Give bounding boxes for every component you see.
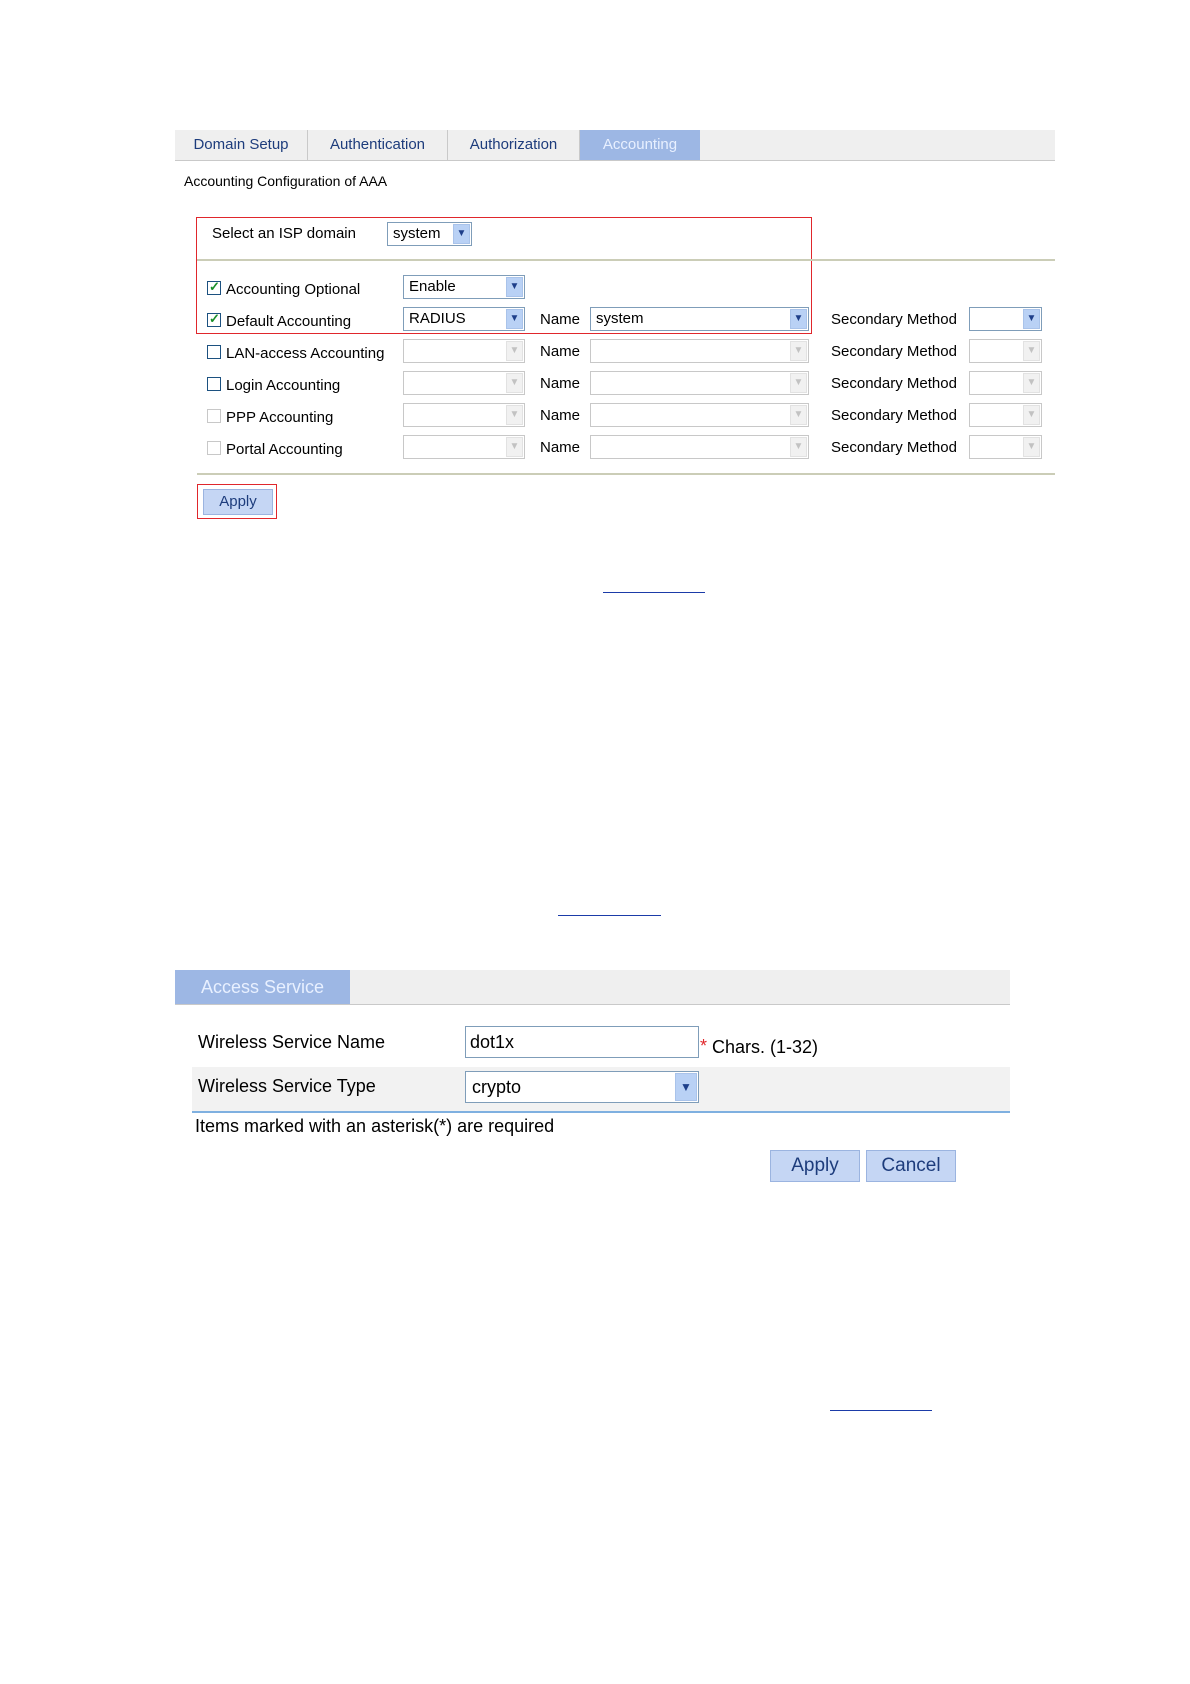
tab-accounting[interactable]: Accounting: [580, 130, 700, 160]
portal-accounting-name-select[interactable]: [590, 435, 809, 459]
lan-access-accounting-name-label: Name: [540, 343, 581, 360]
portal-accounting-secondary-select[interactable]: [969, 435, 1042, 459]
accounting-optional-value: Enable: [409, 278, 456, 295]
service-type-label: Wireless Service Type: [198, 1076, 376, 1096]
lan-access-accounting-label: LAN-access Accounting: [226, 345, 385, 362]
login-accounting-secondary-label: Secondary Method: [831, 375, 957, 392]
tab-bar: [175, 130, 1055, 161]
chevron-down-icon: ▼: [675, 1073, 697, 1101]
isp-domain-value: system: [393, 225, 441, 242]
link-underline: [830, 1410, 932, 1411]
ppp-accounting-method-select[interactable]: [403, 403, 525, 427]
lan-access-accounting-name-select[interactable]: [590, 339, 809, 363]
accounting-optional-checkbox[interactable]: [207, 281, 221, 295]
default-accounting-name-value: system: [596, 310, 644, 327]
chevron-down-icon: ▼: [506, 341, 523, 361]
default-accounting-secondary-label: Secondary Method: [831, 311, 957, 328]
login-accounting-checkbox[interactable]: [207, 377, 221, 391]
apply-button[interactable]: Apply: [770, 1150, 860, 1182]
tab-domain-setup[interactable]: Domain Setup: [175, 130, 308, 160]
ppp-accounting-label: PPP Accounting: [226, 409, 334, 426]
required-mark: *: [700, 1036, 708, 1056]
default-accounting-method-select[interactable]: [403, 307, 525, 331]
ppp-accounting-secondary-select[interactable]: [969, 403, 1042, 427]
chevron-down-icon: ▼: [1023, 373, 1040, 393]
default-accounting-checkbox[interactable]: [207, 313, 221, 327]
login-accounting-name-select[interactable]: [590, 371, 809, 395]
divider: [197, 473, 1055, 475]
default-accounting-name-label: Name: [540, 311, 581, 328]
divider: [197, 259, 1055, 261]
chevron-down-icon: ▼: [1023, 309, 1040, 329]
link-underline: [558, 915, 661, 916]
ppp-accounting-name-label: Name: [540, 407, 581, 424]
tab-bar: [175, 970, 1010, 1005]
portal-accounting-secondary-label: Secondary Method: [831, 439, 957, 456]
chevron-down-icon: ▼: [790, 309, 807, 329]
service-type-select[interactable]: [465, 1071, 699, 1103]
chevron-down-icon: ▼: [506, 405, 523, 425]
login-accounting-method-select[interactable]: [403, 371, 525, 395]
chevron-down-icon: ▼: [506, 309, 523, 329]
lan-access-accounting-secondary-label: Secondary Method: [831, 343, 957, 360]
chevron-down-icon: ▼: [453, 224, 470, 244]
chars-hint: Chars. (1-32): [712, 1037, 819, 1057]
chevron-down-icon: ▼: [1023, 405, 1040, 425]
lan-access-accounting-secondary-select[interactable]: [969, 339, 1042, 363]
chevron-down-icon: ▼: [1023, 341, 1040, 361]
chevron-down-icon: ▼: [790, 373, 807, 393]
default-accounting-secondary-select[interactable]: [969, 307, 1042, 331]
tab-authorization[interactable]: Authorization: [448, 130, 580, 160]
section-title: Accounting Configuration of AAA: [184, 173, 388, 189]
chevron-down-icon: ▼: [506, 277, 523, 297]
link-underline: [603, 592, 705, 593]
cancel-button[interactable]: Cancel: [866, 1150, 956, 1182]
chevron-down-icon: ▼: [506, 373, 523, 393]
default-accounting-label: Default Accounting: [226, 313, 352, 330]
accounting-optional-label: Accounting Optional: [226, 281, 361, 298]
lan-access-accounting-checkbox[interactable]: [207, 345, 221, 359]
service-name-label: Wireless Service Name: [198, 1032, 386, 1052]
default-accounting-method-value: RADIUS: [409, 310, 466, 327]
login-accounting-secondary-select[interactable]: [969, 371, 1042, 395]
login-accounting-name-label: Name: [540, 375, 581, 392]
chevron-down-icon: ▼: [790, 405, 807, 425]
required-note: Items marked with an asterisk(*) are required: [195, 1116, 555, 1136]
default-accounting-name-select[interactable]: [590, 307, 809, 331]
isp-domain-select[interactable]: [387, 222, 472, 246]
ppp-accounting-name-select[interactable]: [590, 403, 809, 427]
ppp-accounting-checkbox[interactable]: [207, 409, 221, 423]
isp-domain-label: Select an ISP domain: [212, 225, 356, 242]
chevron-down-icon: ▼: [506, 437, 523, 457]
portal-accounting-label: Portal Accounting: [226, 441, 343, 458]
lan-access-accounting-method-select[interactable]: [403, 339, 525, 363]
login-accounting-label: Login Accounting: [226, 377, 341, 394]
apply-button[interactable]: Apply: [203, 489, 273, 515]
portal-accounting-method-select[interactable]: [403, 435, 525, 459]
accounting-optional-select[interactable]: [403, 275, 525, 299]
chevron-down-icon: ▼: [790, 341, 807, 361]
tab-access-service[interactable]: Access Service: [175, 970, 350, 1004]
tab-authentication[interactable]: Authentication: [308, 130, 448, 160]
portal-accounting-name-label: Name: [540, 439, 581, 456]
ppp-accounting-secondary-label: Secondary Method: [831, 407, 957, 424]
service-type-value: crypto: [472, 1077, 522, 1097]
chevron-down-icon: ▼: [1023, 437, 1040, 457]
chevron-down-icon: ▼: [790, 437, 807, 457]
service-name-input[interactable]: dot1x: [465, 1026, 699, 1058]
portal-accounting-checkbox[interactable]: [207, 441, 221, 455]
